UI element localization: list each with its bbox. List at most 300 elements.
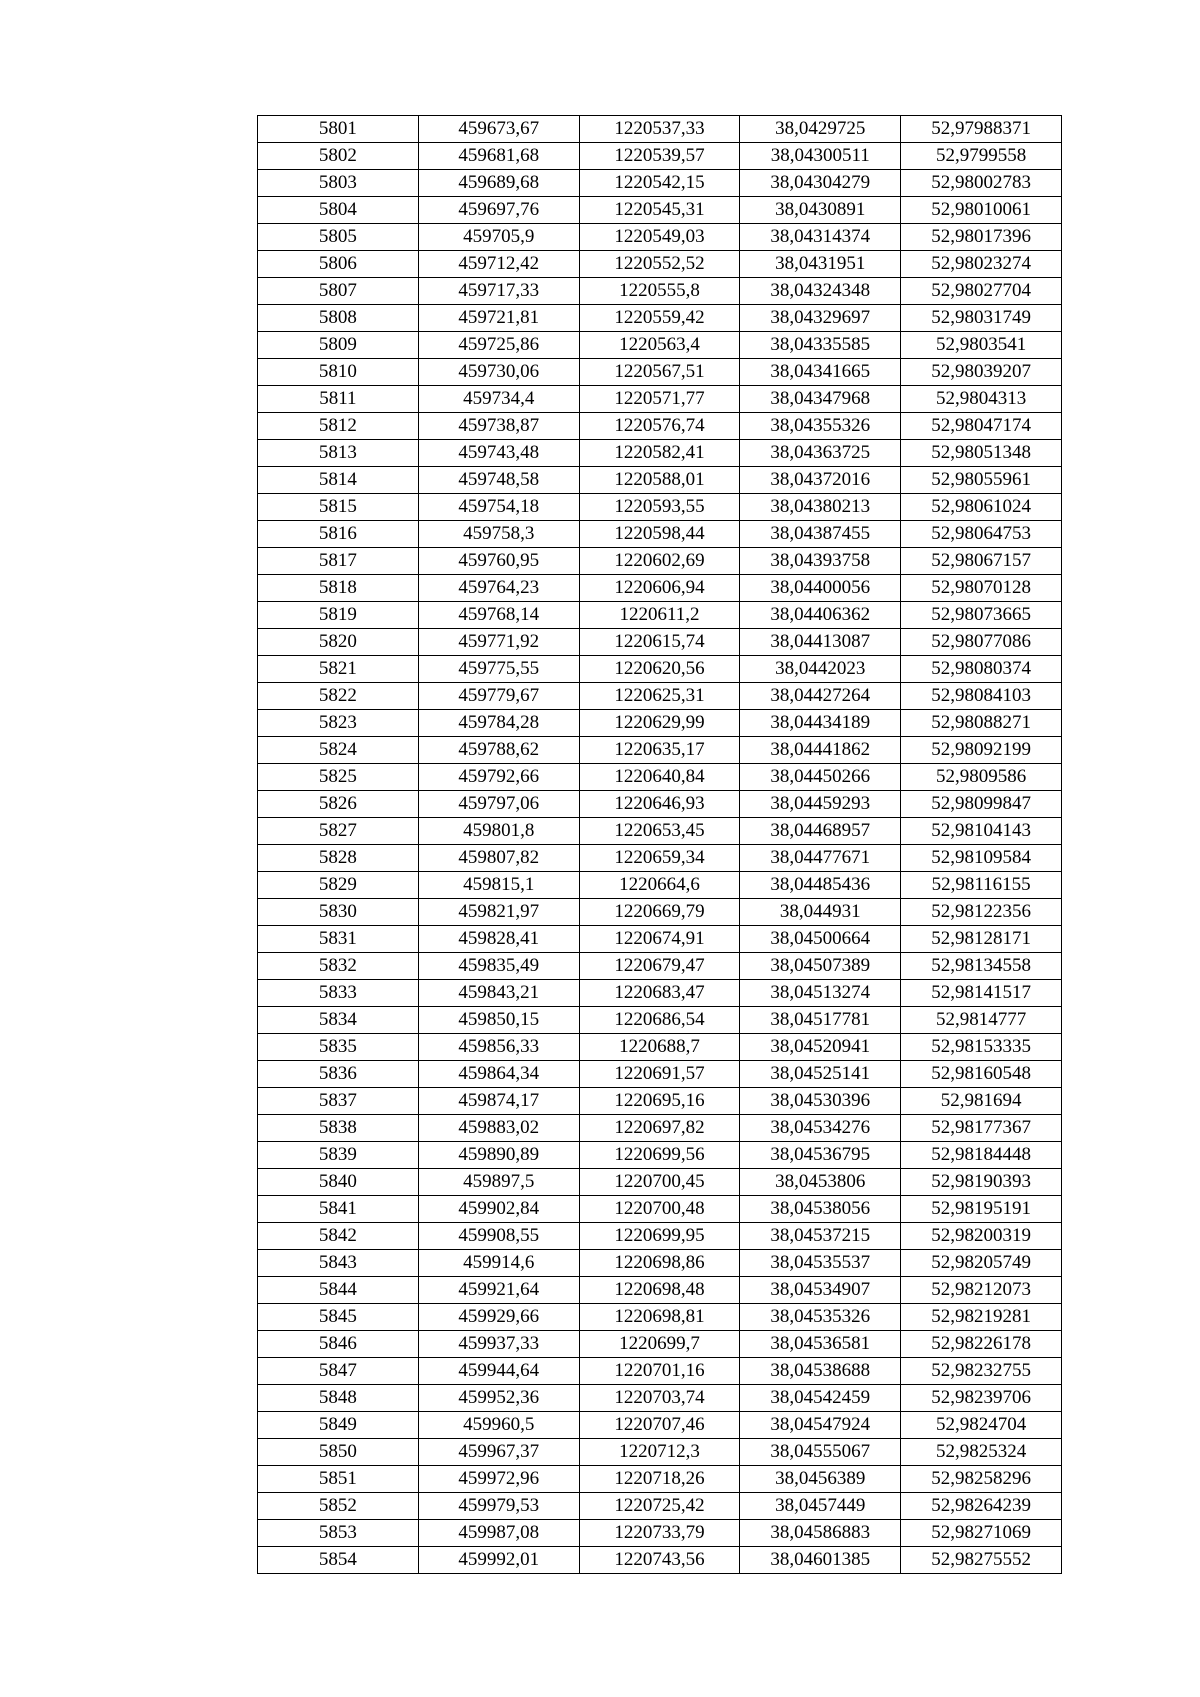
- y-coordinate-cell: 1220695,16: [579, 1088, 740, 1115]
- y-coordinate-cell: 1220733,79: [579, 1520, 740, 1547]
- point-number-cell: 5827: [258, 818, 419, 845]
- latitude-cell: 52,98160548: [901, 1061, 1062, 1088]
- table-row: [258, 602, 1062, 629]
- latitude-cell: 52,98205749: [901, 1250, 1062, 1277]
- latitude-cell: 52,98039207: [901, 359, 1062, 386]
- point-number-cell: 5842: [258, 1223, 419, 1250]
- coordinates-table-body: [258, 116, 1062, 1574]
- point-number-cell: 5829: [258, 872, 419, 899]
- table-row: [258, 980, 1062, 1007]
- y-coordinate-cell: 1220582,41: [579, 440, 740, 467]
- table-row: [258, 1493, 1062, 1520]
- latitude-cell: 52,98099847: [901, 791, 1062, 818]
- y-coordinate-cell: 1220542,15: [579, 170, 740, 197]
- x-coordinate-cell: 459771,92: [418, 629, 579, 656]
- latitude-cell: 52,9825324: [901, 1439, 1062, 1466]
- y-coordinate-cell: 1220567,51: [579, 359, 740, 386]
- point-number-cell: 5807: [258, 278, 419, 305]
- longitude-cell: 38,04406362: [740, 602, 901, 629]
- table-row: [258, 683, 1062, 710]
- y-coordinate-cell: 1220606,94: [579, 575, 740, 602]
- longitude-cell: 38,0457449: [740, 1493, 901, 1520]
- longitude-cell: 38,04434189: [740, 710, 901, 737]
- latitude-cell: 52,98219281: [901, 1304, 1062, 1331]
- point-number-cell: 5848: [258, 1385, 419, 1412]
- x-coordinate-cell: 459835,49: [418, 953, 579, 980]
- point-number-cell: 5804: [258, 197, 419, 224]
- point-number-cell: 5819: [258, 602, 419, 629]
- longitude-cell: 38,04538056: [740, 1196, 901, 1223]
- latitude-cell: 52,98212073: [901, 1277, 1062, 1304]
- latitude-cell: 52,98104143: [901, 818, 1062, 845]
- x-coordinate-cell: 459874,17: [418, 1088, 579, 1115]
- latitude-cell: 52,98275552: [901, 1547, 1062, 1574]
- x-coordinate-cell: 459784,28: [418, 710, 579, 737]
- point-number-cell: 5846: [258, 1331, 419, 1358]
- longitude-cell: 38,04450266: [740, 764, 901, 791]
- longitude-cell: 38,04372016: [740, 467, 901, 494]
- x-coordinate-cell: 459792,66: [418, 764, 579, 791]
- latitude-cell: 52,9799558: [901, 143, 1062, 170]
- longitude-cell: 38,04387455: [740, 521, 901, 548]
- point-number-cell: 5839: [258, 1142, 419, 1169]
- point-number-cell: 5801: [258, 116, 419, 143]
- latitude-cell: 52,98134558: [901, 953, 1062, 980]
- x-coordinate-cell: 459768,14: [418, 602, 579, 629]
- longitude-cell: 38,044931: [740, 899, 901, 926]
- table-row: [258, 764, 1062, 791]
- point-number-cell: 5815: [258, 494, 419, 521]
- table-row: [258, 1358, 1062, 1385]
- x-coordinate-cell: 459937,33: [418, 1331, 579, 1358]
- point-number-cell: 5809: [258, 332, 419, 359]
- latitude-cell: 52,98061024: [901, 494, 1062, 521]
- x-coordinate-cell: 459797,06: [418, 791, 579, 818]
- table-row: [258, 224, 1062, 251]
- longitude-cell: 38,04586883: [740, 1520, 901, 1547]
- x-coordinate-cell: 459929,66: [418, 1304, 579, 1331]
- point-number-cell: 5828: [258, 845, 419, 872]
- longitude-cell: 38,04341665: [740, 359, 901, 386]
- point-number-cell: 5818: [258, 575, 419, 602]
- latitude-cell: 52,98153335: [901, 1034, 1062, 1061]
- y-coordinate-cell: 1220615,74: [579, 629, 740, 656]
- point-number-cell: 5837: [258, 1088, 419, 1115]
- table-row: [258, 575, 1062, 602]
- latitude-cell: 52,98031749: [901, 305, 1062, 332]
- latitude-cell: 52,98010061: [901, 197, 1062, 224]
- y-coordinate-cell: 1220698,86: [579, 1250, 740, 1277]
- y-coordinate-cell: 1220539,57: [579, 143, 740, 170]
- longitude-cell: 38,04459293: [740, 791, 901, 818]
- longitude-cell: 38,04535537: [740, 1250, 901, 1277]
- y-coordinate-cell: 1220743,56: [579, 1547, 740, 1574]
- table-row: [258, 359, 1062, 386]
- y-coordinate-cell: 1220700,45: [579, 1169, 740, 1196]
- point-number-cell: 5805: [258, 224, 419, 251]
- x-coordinate-cell: 459673,67: [418, 116, 579, 143]
- latitude-cell: 52,98239706: [901, 1385, 1062, 1412]
- y-coordinate-cell: 1220699,56: [579, 1142, 740, 1169]
- x-coordinate-cell: 459908,55: [418, 1223, 579, 1250]
- longitude-cell: 38,04441862: [740, 737, 901, 764]
- y-coordinate-cell: 1220683,47: [579, 980, 740, 1007]
- y-coordinate-cell: 1220664,6: [579, 872, 740, 899]
- x-coordinate-cell: 459843,21: [418, 980, 579, 1007]
- x-coordinate-cell: 459697,76: [418, 197, 579, 224]
- x-coordinate-cell: 459738,87: [418, 413, 579, 440]
- point-number-cell: 5808: [258, 305, 419, 332]
- x-coordinate-cell: 459967,37: [418, 1439, 579, 1466]
- table-row: [258, 926, 1062, 953]
- longitude-cell: 38,04513274: [740, 980, 901, 1007]
- x-coordinate-cell: 459987,08: [418, 1520, 579, 1547]
- x-coordinate-cell: 459788,62: [418, 737, 579, 764]
- y-coordinate-cell: 1220611,2: [579, 602, 740, 629]
- longitude-cell: 38,04534276: [740, 1115, 901, 1142]
- longitude-cell: 38,0456389: [740, 1466, 901, 1493]
- longitude-cell: 38,04536581: [740, 1331, 901, 1358]
- latitude-cell: 52,98027704: [901, 278, 1062, 305]
- latitude-cell: 52,98073665: [901, 602, 1062, 629]
- latitude-cell: 52,9814777: [901, 1007, 1062, 1034]
- x-coordinate-cell: 459807,82: [418, 845, 579, 872]
- x-coordinate-cell: 459921,64: [418, 1277, 579, 1304]
- longitude-cell: 38,04485436: [740, 872, 901, 899]
- latitude-cell: 52,98122356: [901, 899, 1062, 926]
- point-number-cell: 5834: [258, 1007, 419, 1034]
- x-coordinate-cell: 459717,33: [418, 278, 579, 305]
- table-row: [258, 1304, 1062, 1331]
- longitude-cell: 38,04500664: [740, 926, 901, 953]
- longitude-cell: 38,04329697: [740, 305, 901, 332]
- y-coordinate-cell: 1220686,54: [579, 1007, 740, 1034]
- longitude-cell: 38,04542459: [740, 1385, 901, 1412]
- table-row: [258, 629, 1062, 656]
- point-number-cell: 5811: [258, 386, 419, 413]
- y-coordinate-cell: 1220555,8: [579, 278, 740, 305]
- table-row: [258, 1277, 1062, 1304]
- x-coordinate-cell: 459775,55: [418, 656, 579, 683]
- longitude-cell: 38,04300511: [740, 143, 901, 170]
- longitude-cell: 38,0429725: [740, 116, 901, 143]
- longitude-cell: 38,04477671: [740, 845, 901, 872]
- longitude-cell: 38,04520941: [740, 1034, 901, 1061]
- y-coordinate-cell: 1220559,42: [579, 305, 740, 332]
- table-row: [258, 737, 1062, 764]
- y-coordinate-cell: 1220625,31: [579, 683, 740, 710]
- y-coordinate-cell: 1220712,3: [579, 1439, 740, 1466]
- y-coordinate-cell: 1220691,57: [579, 1061, 740, 1088]
- point-number-cell: 5823: [258, 710, 419, 737]
- y-coordinate-cell: 1220598,44: [579, 521, 740, 548]
- table-row: [258, 413, 1062, 440]
- point-number-cell: 5821: [258, 656, 419, 683]
- latitude-cell: 52,98070128: [901, 575, 1062, 602]
- latitude-cell: 52,98055961: [901, 467, 1062, 494]
- point-number-cell: 5838: [258, 1115, 419, 1142]
- table-row: [258, 521, 1062, 548]
- table-row: [258, 332, 1062, 359]
- longitude-cell: 38,04536795: [740, 1142, 901, 1169]
- y-coordinate-cell: 1220602,69: [579, 548, 740, 575]
- point-number-cell: 5841: [258, 1196, 419, 1223]
- table-row: [258, 872, 1062, 899]
- x-coordinate-cell: 459897,5: [418, 1169, 579, 1196]
- x-coordinate-cell: 459952,36: [418, 1385, 579, 1412]
- table-row: [258, 791, 1062, 818]
- y-coordinate-cell: 1220679,47: [579, 953, 740, 980]
- x-coordinate-cell: 459730,06: [418, 359, 579, 386]
- point-number-cell: 5831: [258, 926, 419, 953]
- latitude-cell: 52,98184448: [901, 1142, 1062, 1169]
- latitude-cell: 52,981694: [901, 1088, 1062, 1115]
- table-row: [258, 1007, 1062, 1034]
- latitude-cell: 52,98051348: [901, 440, 1062, 467]
- x-coordinate-cell: 459725,86: [418, 332, 579, 359]
- y-coordinate-cell: 1220718,26: [579, 1466, 740, 1493]
- x-coordinate-cell: 459914,6: [418, 1250, 579, 1277]
- x-coordinate-cell: 459960,5: [418, 1412, 579, 1439]
- latitude-cell: 52,98109584: [901, 845, 1062, 872]
- longitude-cell: 38,04468957: [740, 818, 901, 845]
- x-coordinate-cell: 459850,15: [418, 1007, 579, 1034]
- table-row: [258, 1547, 1062, 1574]
- longitude-cell: 38,04335585: [740, 332, 901, 359]
- coordinates-table: [257, 115, 1062, 1574]
- table-row: [258, 116, 1062, 143]
- table-row: [258, 305, 1062, 332]
- longitude-cell: 38,04547924: [740, 1412, 901, 1439]
- table-row: [258, 1061, 1062, 1088]
- x-coordinate-cell: 459754,18: [418, 494, 579, 521]
- table-row: [258, 494, 1062, 521]
- table-row: [258, 1169, 1062, 1196]
- longitude-cell: 38,04380213: [740, 494, 901, 521]
- point-number-cell: 5845: [258, 1304, 419, 1331]
- table-row: [258, 818, 1062, 845]
- y-coordinate-cell: 1220588,01: [579, 467, 740, 494]
- y-coordinate-cell: 1220629,99: [579, 710, 740, 737]
- y-coordinate-cell: 1220571,77: [579, 386, 740, 413]
- point-number-cell: 5802: [258, 143, 419, 170]
- x-coordinate-cell: 459681,68: [418, 143, 579, 170]
- longitude-cell: 38,04304279: [740, 170, 901, 197]
- y-coordinate-cell: 1220725,42: [579, 1493, 740, 1520]
- point-number-cell: 5810: [258, 359, 419, 386]
- latitude-cell: 52,98067157: [901, 548, 1062, 575]
- y-coordinate-cell: 1220563,4: [579, 332, 740, 359]
- y-coordinate-cell: 1220707,46: [579, 1412, 740, 1439]
- point-number-cell: 5824: [258, 737, 419, 764]
- latitude-cell: 52,98141517: [901, 980, 1062, 1007]
- latitude-cell: 52,98002783: [901, 170, 1062, 197]
- table-row: [258, 1250, 1062, 1277]
- point-number-cell: 5832: [258, 953, 419, 980]
- y-coordinate-cell: 1220653,45: [579, 818, 740, 845]
- latitude-cell: 52,9804313: [901, 386, 1062, 413]
- longitude-cell: 38,04535326: [740, 1304, 901, 1331]
- point-number-cell: 5826: [258, 791, 419, 818]
- x-coordinate-cell: 459856,33: [418, 1034, 579, 1061]
- table-row: [258, 251, 1062, 278]
- point-number-cell: 5816: [258, 521, 419, 548]
- table-row: [258, 710, 1062, 737]
- y-coordinate-cell: 1220699,95: [579, 1223, 740, 1250]
- table-row: [258, 170, 1062, 197]
- point-number-cell: 5803: [258, 170, 419, 197]
- longitude-cell: 38,04427264: [740, 683, 901, 710]
- latitude-cell: 52,98092199: [901, 737, 1062, 764]
- table-row: [258, 467, 1062, 494]
- x-coordinate-cell: 459902,84: [418, 1196, 579, 1223]
- point-number-cell: 5835: [258, 1034, 419, 1061]
- longitude-cell: 38,04601385: [740, 1547, 901, 1574]
- x-coordinate-cell: 459758,3: [418, 521, 579, 548]
- y-coordinate-cell: 1220620,56: [579, 656, 740, 683]
- y-coordinate-cell: 1220688,7: [579, 1034, 740, 1061]
- y-coordinate-cell: 1220697,82: [579, 1115, 740, 1142]
- longitude-cell: 38,04324348: [740, 278, 901, 305]
- longitude-cell: 38,04537215: [740, 1223, 901, 1250]
- x-coordinate-cell: 459760,95: [418, 548, 579, 575]
- point-number-cell: 5844: [258, 1277, 419, 1304]
- table-row: [258, 386, 1062, 413]
- x-coordinate-cell: 459992,01: [418, 1547, 579, 1574]
- longitude-cell: 38,0442023: [740, 656, 901, 683]
- x-coordinate-cell: 459721,81: [418, 305, 579, 332]
- point-number-cell: 5836: [258, 1061, 419, 1088]
- x-coordinate-cell: 459979,53: [418, 1493, 579, 1520]
- latitude-cell: 52,9809586: [901, 764, 1062, 791]
- x-coordinate-cell: 459828,41: [418, 926, 579, 953]
- y-coordinate-cell: 1220699,7: [579, 1331, 740, 1358]
- x-coordinate-cell: 459864,34: [418, 1061, 579, 1088]
- table-row: [258, 656, 1062, 683]
- table-row: [258, 1115, 1062, 1142]
- latitude-cell: 52,98177367: [901, 1115, 1062, 1142]
- x-coordinate-cell: 459734,4: [418, 386, 579, 413]
- longitude-cell: 38,04400056: [740, 575, 901, 602]
- latitude-cell: 52,98080374: [901, 656, 1062, 683]
- table-row: [258, 1034, 1062, 1061]
- x-coordinate-cell: 459890,89: [418, 1142, 579, 1169]
- y-coordinate-cell: 1220698,48: [579, 1277, 740, 1304]
- table-row: [258, 1412, 1062, 1439]
- x-coordinate-cell: 459705,9: [418, 224, 579, 251]
- latitude-cell: 52,98047174: [901, 413, 1062, 440]
- latitude-cell: 52,98084103: [901, 683, 1062, 710]
- x-coordinate-cell: 459944,64: [418, 1358, 579, 1385]
- point-number-cell: 5853: [258, 1520, 419, 1547]
- y-coordinate-cell: 1220646,93: [579, 791, 740, 818]
- x-coordinate-cell: 459743,48: [418, 440, 579, 467]
- point-number-cell: 5850: [258, 1439, 419, 1466]
- longitude-cell: 38,04413087: [740, 629, 901, 656]
- y-coordinate-cell: 1220549,03: [579, 224, 740, 251]
- x-coordinate-cell: 459801,8: [418, 818, 579, 845]
- y-coordinate-cell: 1220593,55: [579, 494, 740, 521]
- longitude-cell: 38,04530396: [740, 1088, 901, 1115]
- latitude-cell: 52,9824704: [901, 1412, 1062, 1439]
- latitude-cell: 52,98064753: [901, 521, 1062, 548]
- latitude-cell: 52,98258296: [901, 1466, 1062, 1493]
- table-row: [258, 440, 1062, 467]
- table-row: [258, 1142, 1062, 1169]
- y-coordinate-cell: 1220640,84: [579, 764, 740, 791]
- latitude-cell: 52,98226178: [901, 1331, 1062, 1358]
- latitude-cell: 52,97988371: [901, 116, 1062, 143]
- longitude-cell: 38,04393758: [740, 548, 901, 575]
- longitude-cell: 38,0431951: [740, 251, 901, 278]
- y-coordinate-cell: 1220698,81: [579, 1304, 740, 1331]
- point-number-cell: 5825: [258, 764, 419, 791]
- table-row: [258, 278, 1062, 305]
- point-number-cell: 5851: [258, 1466, 419, 1493]
- table-row: [258, 1520, 1062, 1547]
- x-coordinate-cell: 459779,67: [418, 683, 579, 710]
- table-row: [258, 899, 1062, 926]
- point-number-cell: 5830: [258, 899, 419, 926]
- latitude-cell: 52,98264239: [901, 1493, 1062, 1520]
- y-coordinate-cell: 1220635,17: [579, 737, 740, 764]
- table-row: [258, 1088, 1062, 1115]
- table-row: [258, 197, 1062, 224]
- y-coordinate-cell: 1220537,33: [579, 116, 740, 143]
- point-number-cell: 5843: [258, 1250, 419, 1277]
- longitude-cell: 38,04507389: [740, 953, 901, 980]
- longitude-cell: 38,04347968: [740, 386, 901, 413]
- longitude-cell: 38,04555067: [740, 1439, 901, 1466]
- longitude-cell: 38,04534907: [740, 1277, 901, 1304]
- x-coordinate-cell: 459972,96: [418, 1466, 579, 1493]
- table-row: [258, 1385, 1062, 1412]
- point-number-cell: 5812: [258, 413, 419, 440]
- longitude-cell: 38,04517781: [740, 1007, 901, 1034]
- longitude-cell: 38,0453806: [740, 1169, 901, 1196]
- table-row: [258, 953, 1062, 980]
- y-coordinate-cell: 1220659,34: [579, 845, 740, 872]
- latitude-cell: 52,98088271: [901, 710, 1062, 737]
- y-coordinate-cell: 1220701,16: [579, 1358, 740, 1385]
- y-coordinate-cell: 1220703,74: [579, 1385, 740, 1412]
- table-row: [258, 1466, 1062, 1493]
- latitude-cell: 52,98232755: [901, 1358, 1062, 1385]
- latitude-cell: 52,98077086: [901, 629, 1062, 656]
- point-number-cell: 5814: [258, 467, 419, 494]
- y-coordinate-cell: 1220576,74: [579, 413, 740, 440]
- point-number-cell: 5813: [258, 440, 419, 467]
- point-number-cell: 5822: [258, 683, 419, 710]
- latitude-cell: 52,98195191: [901, 1196, 1062, 1223]
- longitude-cell: 38,04355326: [740, 413, 901, 440]
- x-coordinate-cell: 459748,58: [418, 467, 579, 494]
- x-coordinate-cell: 459821,97: [418, 899, 579, 926]
- point-number-cell: 5852: [258, 1493, 419, 1520]
- y-coordinate-cell: 1220700,48: [579, 1196, 740, 1223]
- latitude-cell: 52,98116155: [901, 872, 1062, 899]
- longitude-cell: 38,04525141: [740, 1061, 901, 1088]
- latitude-cell: 52,9803541: [901, 332, 1062, 359]
- y-coordinate-cell: 1220552,52: [579, 251, 740, 278]
- point-number-cell: 5833: [258, 980, 419, 1007]
- table-row: [258, 143, 1062, 170]
- x-coordinate-cell: 459689,68: [418, 170, 579, 197]
- table-row: [258, 1331, 1062, 1358]
- y-coordinate-cell: 1220669,79: [579, 899, 740, 926]
- x-coordinate-cell: 459764,23: [418, 575, 579, 602]
- point-number-cell: 5806: [258, 251, 419, 278]
